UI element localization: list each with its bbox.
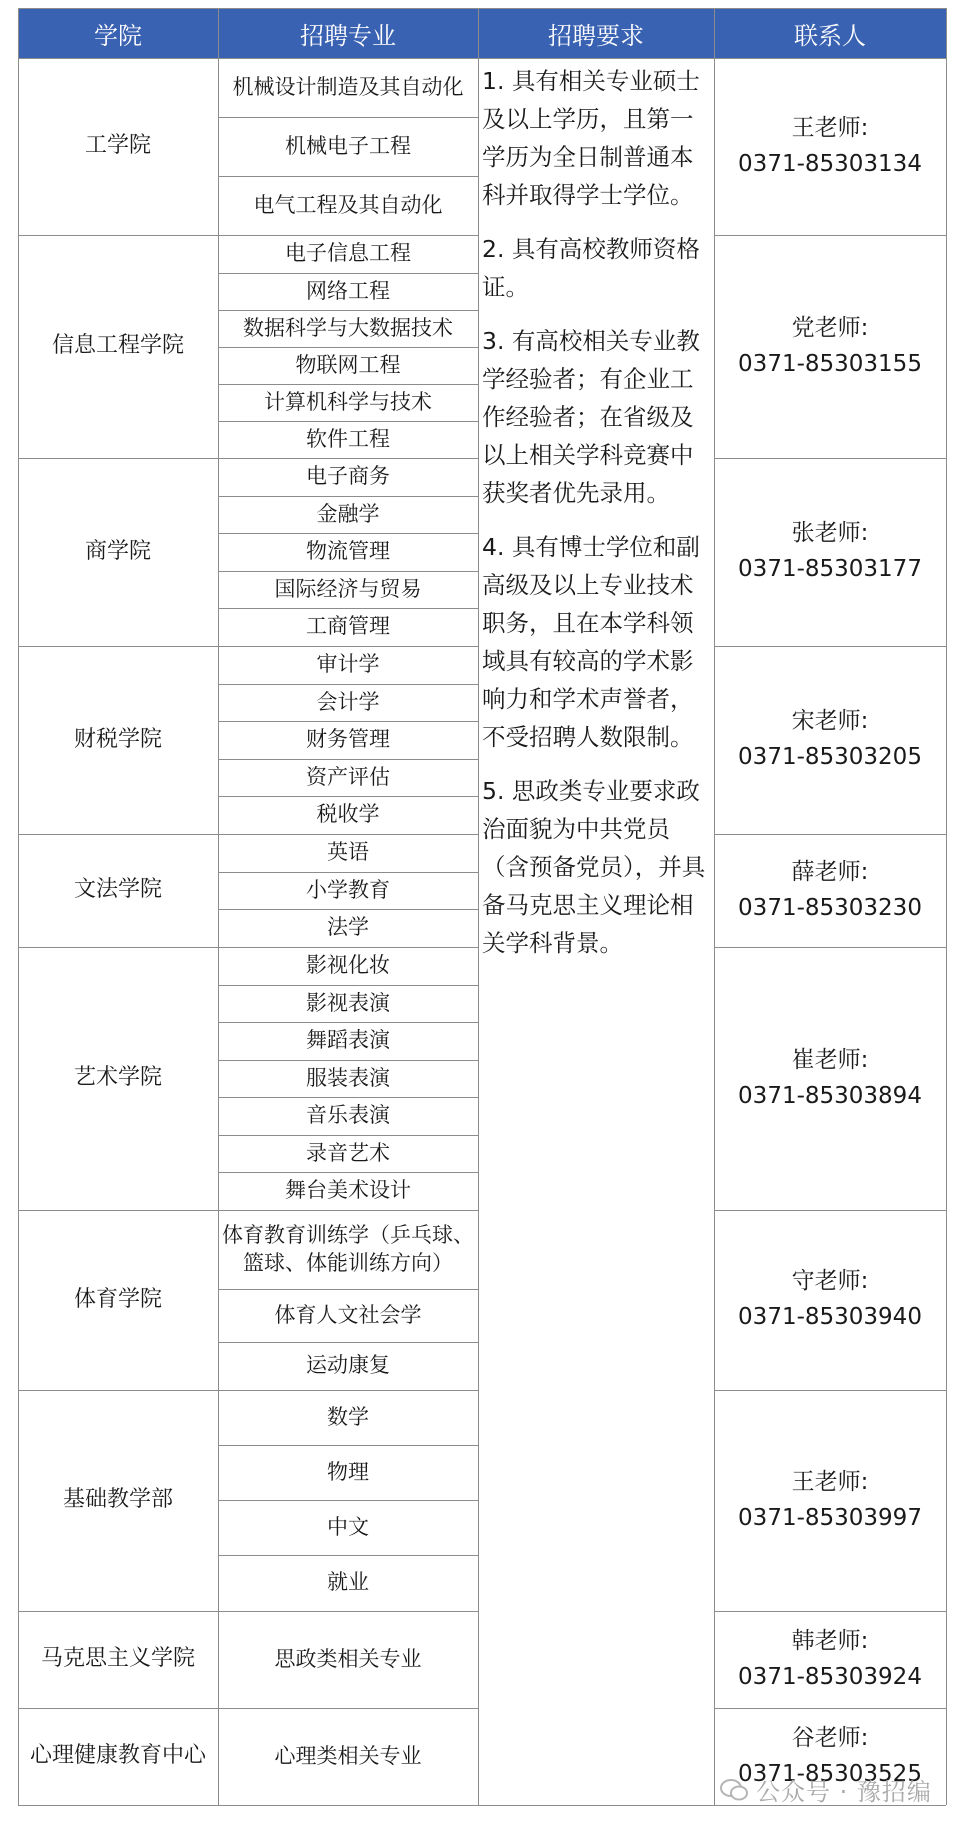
grid-line bbox=[218, 1500, 478, 1501]
college-cell: 艺术学院 bbox=[73, 1065, 162, 1091]
grid-line bbox=[18, 235, 478, 236]
grid-line bbox=[18, 947, 478, 948]
grid-line bbox=[18, 8, 19, 1805]
major-cell: 就业 bbox=[327, 1570, 369, 1595]
grid-line bbox=[218, 1289, 478, 1290]
major-cell: 工商管理 bbox=[306, 614, 390, 639]
grid-line bbox=[218, 721, 478, 722]
grid-line bbox=[18, 1210, 478, 1211]
contact-phone: 0371-85303525 bbox=[738, 1760, 922, 1787]
grid-line bbox=[18, 1708, 478, 1709]
grid-line bbox=[218, 421, 478, 422]
major-cell: 软件工程 bbox=[306, 426, 390, 451]
major-cell: 物联网工程 bbox=[295, 352, 401, 377]
contact-phone: 0371-85303155 bbox=[738, 350, 922, 377]
major-cell: 电气工程及其自动化 bbox=[253, 192, 443, 217]
major-cell: 计算机科学与技术 bbox=[264, 389, 432, 414]
contact-cell bbox=[714, 646, 946, 834]
major-cell: 会计学 bbox=[316, 689, 380, 714]
contact-name: 宋老师: bbox=[791, 708, 869, 735]
grid-line bbox=[714, 235, 946, 236]
major-cell: 审计学 bbox=[316, 652, 380, 677]
college-cell: 体育学院 bbox=[73, 1286, 162, 1312]
major-cell: 影视表演 bbox=[306, 990, 390, 1015]
grid-line bbox=[218, 1555, 478, 1556]
grid-line bbox=[218, 347, 478, 348]
contact-name: 韩老师: bbox=[791, 1627, 869, 1654]
wechat-icon bbox=[720, 1778, 748, 1802]
contact-name: 薛老师: bbox=[791, 858, 869, 885]
grid-line bbox=[18, 1611, 478, 1612]
major-cell: 国际经济与贸易 bbox=[274, 576, 422, 601]
grid-line bbox=[18, 8, 946, 9]
contact-phone: 0371-85303894 bbox=[738, 1082, 922, 1109]
major-cell: 数据科学与大数据技术 bbox=[243, 315, 453, 340]
college-cell: 信息工程学院 bbox=[51, 333, 184, 359]
contact-name: 守老师: bbox=[791, 1268, 869, 1295]
grid-line bbox=[714, 1708, 946, 1709]
grid-line bbox=[218, 1135, 478, 1136]
grid-line bbox=[218, 1060, 478, 1061]
grid-line bbox=[218, 310, 478, 311]
grid-line bbox=[714, 947, 946, 948]
grid-line bbox=[218, 533, 478, 534]
requirement-item: 2. 具有高校教师资格证。 bbox=[482, 235, 700, 301]
grid-line bbox=[714, 834, 946, 835]
major-cell: 英语 bbox=[327, 840, 369, 865]
contact-name: 王老师: bbox=[791, 1468, 869, 1495]
grid-line bbox=[218, 759, 478, 760]
grid-line bbox=[18, 646, 478, 647]
grid-line bbox=[714, 1611, 946, 1612]
grid-line bbox=[218, 1022, 478, 1023]
grid-line bbox=[218, 571, 478, 572]
header-major: 招聘专业 bbox=[218, 8, 478, 58]
major-cell: 财务管理 bbox=[306, 727, 390, 752]
watermark bbox=[720, 1772, 932, 1807]
major-cell: 思政类相关专业 bbox=[274, 1646, 422, 1671]
requirement-item: 1. 具有相关专业硕士及以上学历，且第一学历为全日制普通本科并取得学士学位。 bbox=[482, 67, 700, 209]
grid-line bbox=[18, 458, 478, 459]
major-cell: 录音艺术 bbox=[306, 1140, 390, 1165]
major-cell: 电子商务 bbox=[306, 464, 390, 489]
contact-cell bbox=[714, 58, 946, 235]
grid-line bbox=[714, 1390, 946, 1391]
major-cell: 舞台美术设计 bbox=[285, 1178, 411, 1203]
contact-cell bbox=[714, 1390, 946, 1611]
grid-line bbox=[218, 608, 478, 609]
grid-line bbox=[218, 8, 219, 1805]
contact-name: 张老师: bbox=[791, 520, 869, 547]
grid-line bbox=[218, 1342, 478, 1343]
contact-phone: 0371-85303940 bbox=[738, 1304, 922, 1330]
contact-phone: 0371-85303924 bbox=[738, 1663, 922, 1690]
major-cell: 中文 bbox=[327, 1514, 369, 1539]
major-cell: 体育教育训练学（乒乓球、篮球、体能训练方向） bbox=[222, 1223, 474, 1275]
grid-line bbox=[714, 8, 715, 1805]
contact-phone: 0371-85303134 bbox=[738, 150, 922, 177]
major-cell: 物流管理 bbox=[306, 539, 390, 564]
grid-line bbox=[714, 1210, 946, 1211]
major-cell: 资产评估 bbox=[306, 764, 390, 789]
major-cell: 服装表演 bbox=[306, 1065, 390, 1090]
contact-phone: 0371-85303205 bbox=[738, 744, 922, 770]
requirement-item: 4. 具有博士学位和副高级及以上专业技术职务，且在本学科领域具有较高的学术影响力和学术声誉者，不受招聘人数限制。 bbox=[482, 533, 700, 751]
grid-line bbox=[218, 496, 478, 497]
grid-line bbox=[218, 117, 478, 118]
major-cell: 运动康复 bbox=[306, 1353, 390, 1378]
grid-line bbox=[18, 58, 946, 59]
college-cell: 财税学院 bbox=[73, 726, 162, 752]
college-cell: 马克思主义学院 bbox=[40, 1646, 195, 1672]
major-cell: 心理类相关专业 bbox=[274, 1743, 422, 1768]
major-cell: 法学 bbox=[327, 915, 369, 940]
header-requirements: 招聘要求 bbox=[478, 8, 714, 58]
grid-line bbox=[18, 834, 478, 835]
contact-cell bbox=[714, 235, 946, 458]
grid-line bbox=[218, 985, 478, 986]
major-cell: 体育人文社会学 bbox=[274, 1302, 422, 1327]
grid-line bbox=[218, 176, 478, 177]
contact-phone: 0371-85303997 bbox=[738, 1504, 922, 1531]
requirement-item: 3. 有高校相关专业教学经验者；有企业工作经验者；在省级及以上相关学科竞赛中获奖者优先录用。 bbox=[482, 327, 700, 507]
contact-cell bbox=[714, 1611, 946, 1708]
major-cell: 机械设计制造及其自动化 bbox=[232, 74, 464, 99]
contact-cell bbox=[714, 947, 946, 1210]
grid-line bbox=[218, 1097, 478, 1098]
major-cell: 小学教育 bbox=[306, 877, 390, 902]
grid-line bbox=[218, 684, 478, 685]
college-cell: 基础教学部 bbox=[62, 1487, 173, 1513]
grid-line bbox=[218, 1445, 478, 1446]
grid-line bbox=[18, 1390, 478, 1391]
major-cell: 影视化妆 bbox=[306, 953, 390, 978]
major-cell: 舞蹈表演 bbox=[306, 1028, 390, 1053]
major-cell: 电子信息工程 bbox=[285, 241, 411, 266]
grid-line bbox=[714, 458, 946, 459]
watermark-text: 公众号 · 豫招编 bbox=[756, 1778, 932, 1806]
major-cell: 物理 bbox=[327, 1459, 369, 1484]
contact-cell bbox=[714, 834, 946, 947]
grid-line bbox=[218, 273, 478, 274]
grid-line bbox=[714, 646, 946, 647]
grid-line bbox=[478, 8, 479, 1805]
college-cell: 心理健康教育中心 bbox=[29, 1743, 206, 1769]
requirement-item: 5. 思政类专业要求政治面貌为中共党员（含预备党员），并具备马克思主义理论相关学科背景。 bbox=[482, 777, 706, 957]
contact-cell bbox=[714, 458, 946, 646]
major-cell: 税收学 bbox=[316, 802, 380, 827]
major-cell: 数学 bbox=[327, 1404, 369, 1429]
contact-phone: 0371-85303177 bbox=[738, 556, 922, 582]
contact-name: 党老师: bbox=[791, 314, 869, 341]
contact-name: 王老师: bbox=[791, 114, 869, 141]
grid-line bbox=[946, 8, 947, 1805]
college-cell: 文法学院 bbox=[73, 877, 162, 903]
contact-name: 崔老师: bbox=[791, 1046, 869, 1073]
header-contact: 联系人 bbox=[714, 8, 946, 58]
grid-line bbox=[218, 1172, 478, 1173]
major-cell: 机械电子工程 bbox=[285, 133, 411, 158]
grid-line bbox=[218, 796, 478, 797]
major-cell: 金融学 bbox=[316, 501, 380, 526]
college-cell: 工学院 bbox=[84, 133, 151, 159]
major-cell: 音乐表演 bbox=[306, 1103, 390, 1128]
grid-line bbox=[218, 909, 478, 910]
major-cell: 网络工程 bbox=[306, 278, 390, 303]
contact-phone: 0371-85303230 bbox=[738, 894, 922, 921]
grid-line bbox=[218, 872, 478, 873]
contact-name: 谷老师: bbox=[791, 1724, 869, 1751]
college-cell: 商学院 bbox=[84, 538, 151, 564]
contact-cell bbox=[714, 1210, 946, 1390]
header-college: 学院 bbox=[18, 8, 218, 58]
grid-line bbox=[218, 384, 478, 385]
requirements-text bbox=[482, 62, 714, 978]
